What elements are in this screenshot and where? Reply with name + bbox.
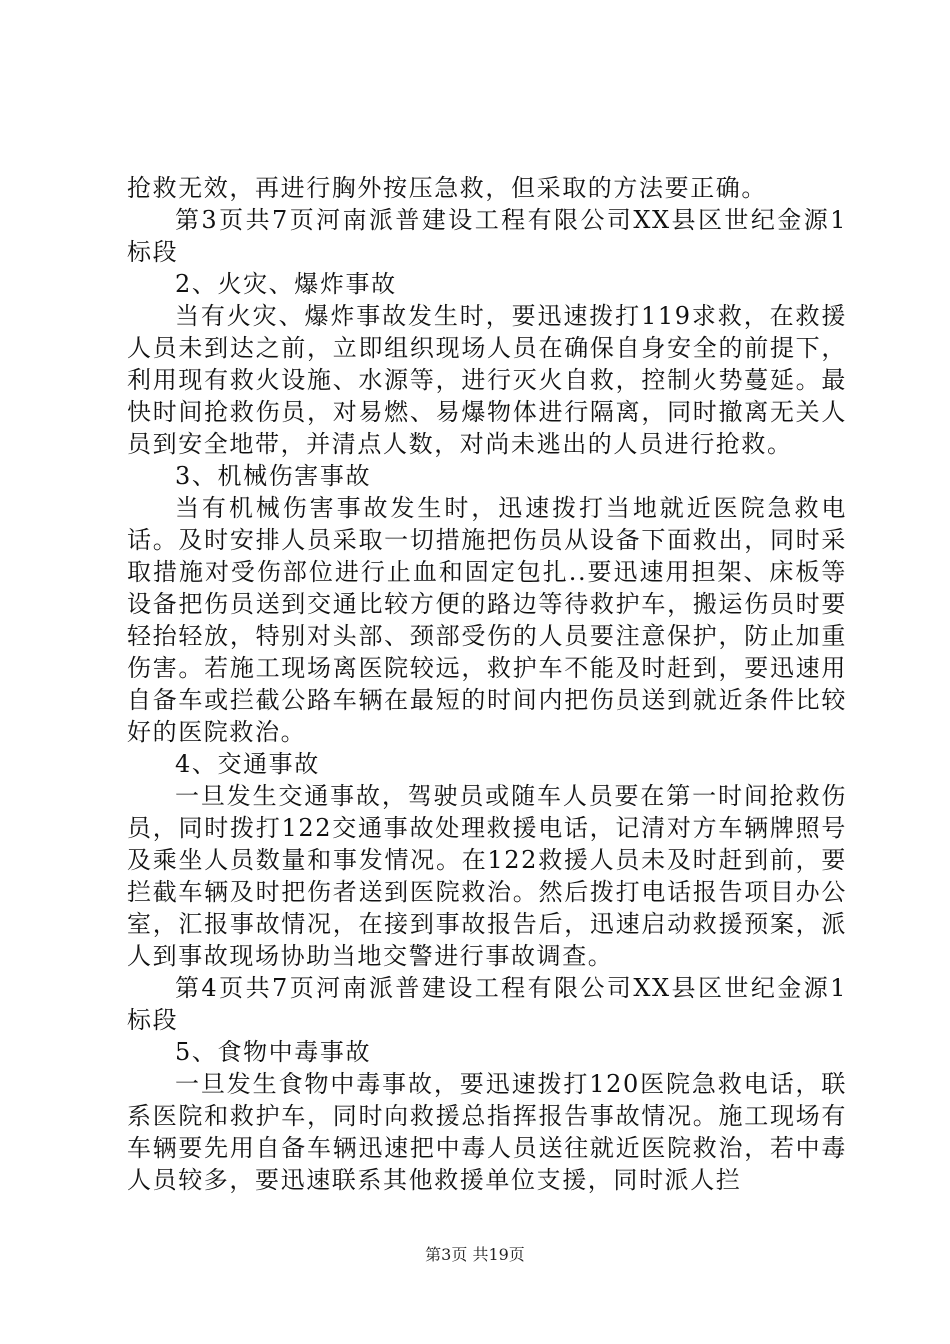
paragraph-mechanical-injury: 当有机械伤害事故发生时，迅速拨打当地就近医院急救电话。及时安排人员采取一切措施把伤员从设备下面救出，同时采取措施对受伤部位进行止血和固定包扎..要迅速用担架、床板等设备把伤员送到交通比较方便的路边等待救护车，搬运伤员时要轻抬轻放，特别对头部、颈部受伤的人员要注意保护，防止加重伤害。若施工现场离医院较远，救护车不能及时赶到，要迅速用自备车或拦截公路车辆在最短的时间内把伤员送到就近条件比较好的医院救治。 (127, 494, 847, 746)
page-header-page-3: 第3页共7页河南派普建设工程有限公司XX县区世纪金源1标段 (127, 206, 847, 266)
paragraph-food-poisoning: 一旦发生食物中毒事故，要迅速拨打120医院急救电话，联系医院和救护车，同时向救援总指挥报告事故情况。施工现场有车辆要先用自备车辆迅速把中毒人员送往就近医院救治，若中毒人员较多，要迅速联系其他救援单位支援，同时派人拦 (127, 1070, 847, 1194)
page-footer: 第3页 共19页 (425, 1245, 525, 1264)
paragraph-fire-explosion: 当有火灾、爆炸事故发生时，要迅速拨打119求救，在救援人员未到达之前，立即组织现场人员在确保自身安全的前提下，利用现有救火设施、水源等，进行灭火自救，控制火势蔓延。最快时间抢救伤员，对易燃、易爆物体进行隔离，同时撤离无关人员到安全地带，并清点人数，对尚未逃出的人员进行抢救。 (127, 302, 847, 458)
paragraph-traffic-accident: 一旦发生交通事故，驾驶员或随车人员要在第一时间抢救伤员，同时拨打122交通事故处理救援电话，记清对方车辆牌照号及乘坐人员数量和事发情况。在122救援人员未及时赶到前，要拦截车辆及时把伤者送到医院救治。然后拨打电话报告项目办公室，汇报事故情况，在接到事故报告后，迅速启动救援预案，派人到事故现场协助当地交警进行事故调查。 (127, 782, 847, 970)
page-header-page-4: 第4页共7页河南派普建设工程有限公司XX县区世纪金源1标段 (127, 974, 847, 1034)
document-body (127, 172, 847, 1196)
heading-mechanical-injury: 3、机械伤害事故 (175, 462, 372, 490)
heading-fire-explosion: 2、火灾、爆炸事故 (175, 270, 397, 298)
paragraph-rescue-end: 抢救无效，再进行胸外按压急救，但采取的方法要正确。 (127, 174, 767, 202)
heading-food-poisoning: 5、食物中毒事故 (175, 1038, 372, 1066)
heading-traffic-accident: 4、交通事故 (175, 750, 320, 778)
